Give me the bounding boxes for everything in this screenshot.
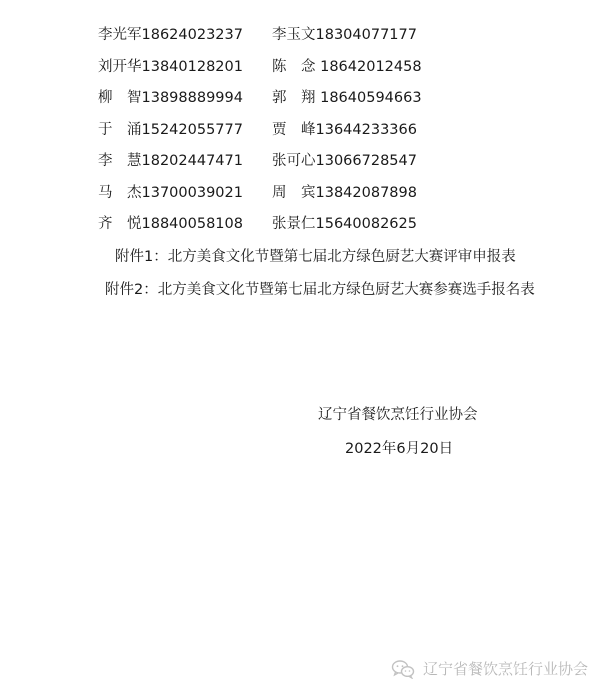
contact-entry: 郭 翔 18640594663 xyxy=(272,90,422,106)
contact-row xyxy=(0,52,600,84)
contact-entry: 柳 智13898889994 xyxy=(98,90,243,106)
contact-entry: 张可心13066728547 xyxy=(272,153,417,169)
contact-entry: 张景仁15640082625 xyxy=(272,216,417,232)
contact-row xyxy=(0,83,600,115)
contact-list xyxy=(0,20,600,241)
contact-entry: 李 慧18202447471 xyxy=(98,153,243,169)
wechat-icon xyxy=(391,659,415,679)
watermark-text: 辽宁省餐饮烹饪行业协会 xyxy=(422,660,588,678)
contact-entry: 马 杰13700039021 xyxy=(98,184,243,201)
contact-entry: 刘开华13840128201 xyxy=(98,58,243,75)
contact-entry: 李玉文18304077177 xyxy=(272,27,417,43)
contact-entry: 贾 峰13644233366 xyxy=(272,121,417,138)
wechat-watermark xyxy=(391,658,588,679)
contact-entry: 齐 悦18840058108 xyxy=(98,216,243,232)
contact-entry: 李光军18624023237 xyxy=(98,27,243,43)
attachment-2-link[interactable]: 附件2：北方美食文化节暨第七届北方绿色厨艺大赛参赛选手报名表 xyxy=(105,282,535,298)
contact-row xyxy=(0,115,600,147)
contact-entry: 陈 念 18642012458 xyxy=(272,58,422,75)
contact-row xyxy=(0,146,600,178)
signature-date: 2022年6月20日 xyxy=(345,441,454,457)
contact-entry: 于 涌15242055777 xyxy=(98,121,243,138)
contact-row xyxy=(0,20,600,52)
contact-entry: 周 宾13842087898 xyxy=(272,184,417,201)
contact-row xyxy=(0,178,600,210)
contact-row xyxy=(0,209,600,241)
signature-organization: 辽宁省餐饮烹饪行业协会 xyxy=(318,407,478,423)
attachment-1-link[interactable]: 附件1：北方美食文化节暨第七届北方绿色厨艺大赛评审申报表 xyxy=(115,249,516,265)
